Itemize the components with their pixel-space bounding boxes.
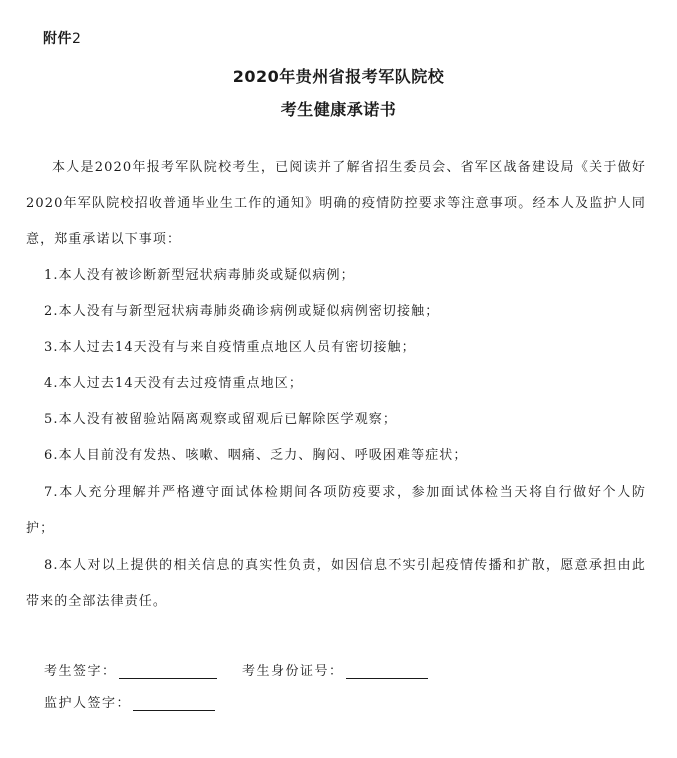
document-subtitle: 考生健康承诺书 bbox=[280, 100, 397, 119]
candidate-id-label: 考生身份证号： bbox=[242, 664, 344, 679]
commitment-item-1: 1.本人没有被诊断新型冠状病毒肺炎或疑似病例； bbox=[44, 268, 355, 283]
document-title: 2020年贵州省报考军队院校 bbox=[232, 67, 445, 86]
guardian-signature-field[interactable] bbox=[44, 692, 215, 711]
intro-text: 本人是2020年报考军队院校考生，已阅读并了解省招生委员会、省军区战备建设局《关于做好2020年军队院校招收普通毕业生工作的通知》明确的疫情防控要求等注意事项。经本人及监护人同意，郑重承诺以下事项： bbox=[26, 160, 646, 247]
guardian-signature-line[interactable] bbox=[133, 696, 215, 711]
guardian-signature-label: 监护人签字： bbox=[44, 696, 132, 711]
commitment-item-7: 7.本人充分理解并严格遵守面试体检期间各项防疫要求，参加面试体检当天将自行做好个人防护； bbox=[26, 485, 646, 536]
commitment-item-3: 3.本人过去14天没有与来自疫情重点地区人员有密切接触； bbox=[44, 340, 416, 355]
annex-label bbox=[43, 28, 81, 48]
annex-text: 附件 bbox=[43, 31, 72, 47]
candidate-signature-field[interactable] bbox=[44, 660, 217, 679]
commitment-item-8: 8.本人对以上提供的相关信息的真实性负责，如因信息不实引起疫情传播和扩散，愿意承担由此带来的全部法律责任。 bbox=[26, 558, 646, 609]
commitment-item-4: 4.本人过去14天没有去过疫情重点地区； bbox=[44, 376, 303, 391]
commitment-item-5: 5.本人没有被留验站隔离观察或留观后已解除医学观察； bbox=[44, 412, 398, 427]
intro-paragraph bbox=[26, 150, 646, 258]
candidate-signature-line[interactable] bbox=[119, 664, 217, 679]
candidate-signature-label: 考生签字： bbox=[44, 664, 117, 679]
commitment-item-6: 6.本人目前没有发热、咳嗽、咽痛、乏力、胸闷、呼吸困难等症状； bbox=[44, 448, 468, 463]
candidate-id-line[interactable] bbox=[346, 664, 428, 679]
commitment-item-2: 2.本人没有与新型冠状病毒肺炎确诊病例或疑似病例密切接触； bbox=[44, 304, 440, 319]
candidate-id-field[interactable] bbox=[242, 660, 428, 679]
annex-number: 2 bbox=[72, 31, 82, 47]
